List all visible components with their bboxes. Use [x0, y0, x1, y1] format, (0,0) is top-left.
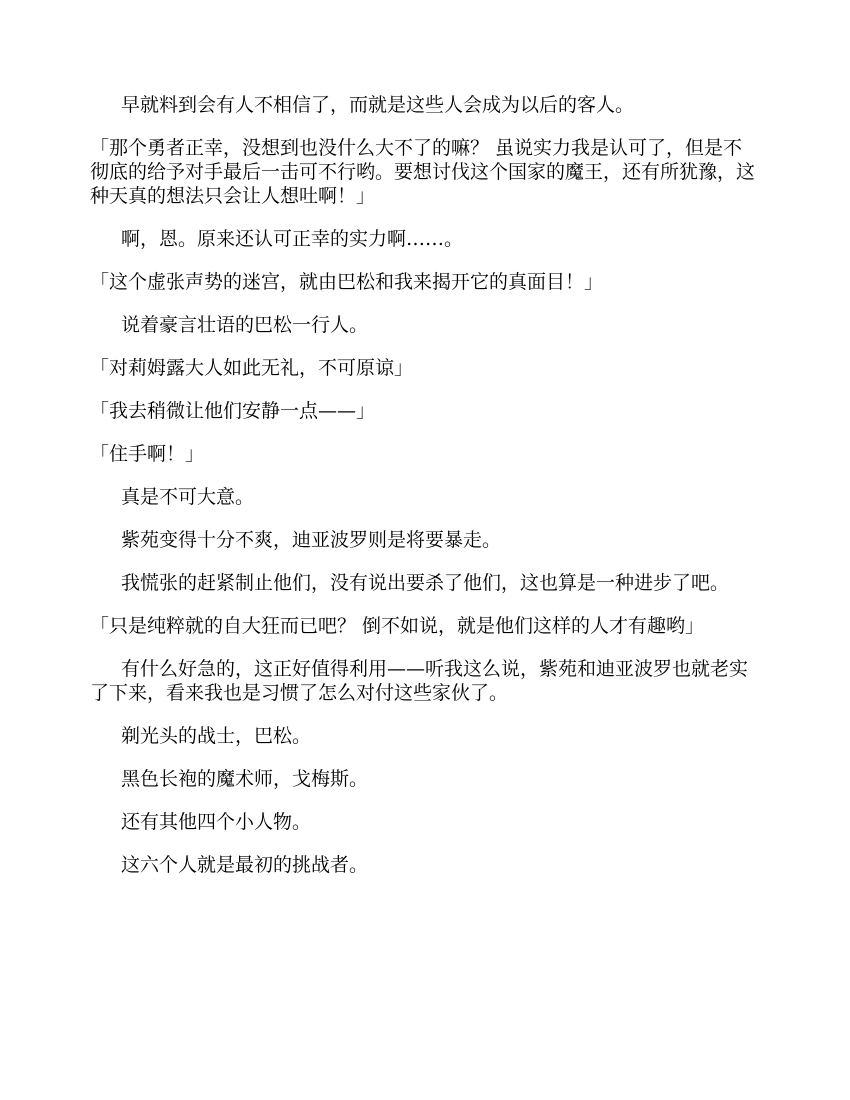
paragraph-narration: 说着豪言壮语的巴松一行人。 [121, 314, 369, 336]
paragraph-narration: 剃光头的战士，巴松。 [121, 725, 312, 747]
paragraph-dialogue: 「这个虚张声势的迷宫，就由巴松和我来揭开它的真面目！」 [90, 271, 604, 293]
paragraph-narration: 这六个人就是最初的挑战者。 [121, 854, 369, 876]
paragraph-narration: 黑色长袍的魔术师，戈梅斯。 [121, 768, 369, 790]
paragraph-narration: 早就料到会有人不相信了，而就是这些人会成为以后的客人。 [121, 94, 635, 116]
paragraph-narration: 有什么好急的，这正好值得利用——听我这么说，紫苑和迪亚波罗也就老实了下来，看来我也是习惯了怎么对付这些家伙了。 [90, 658, 749, 704]
paragraph-dialogue: 「我去稍微让他们安静一点——」 [90, 400, 376, 422]
paragraph-narration: 真是不可大意。 [121, 486, 255, 508]
document-body [90, 93, 756, 896]
paragraph-narration: 啊，恩。原来还认可正幸的实力啊……。 [121, 228, 464, 250]
paragraph-narration: 还有其他四个小人物。 [121, 811, 312, 833]
paragraph-narration: 紫苑变得十分不爽，迪亚波罗则是将要暴走。 [121, 529, 502, 551]
paragraph-dialogue: 「对莉姆露大人如此无礼，不可原谅」 [90, 357, 414, 379]
paragraph-dialogue: 「只是纯粹就的自大狂而已吧？ 倒不如说，就是他们这样的人才有趣哟」 [90, 615, 705, 637]
paragraph-dialogue: 「那个勇者正幸，没想到也没什么大不了的嘛？ 虽说实力我是认可了，但是不彻底的给予对手最后一击可不行哟。要想讨伐这个国家的魔王，还有所犹豫，这种天真的想法只会让人想吐啊！」 [90, 137, 756, 207]
paragraph-dialogue: 「住手啊！」 [90, 443, 205, 465]
paragraph-narration: 我慌张的赶紧制止他们，没有说出要杀了他们，这也算是一种进步了吧。 [121, 572, 730, 594]
